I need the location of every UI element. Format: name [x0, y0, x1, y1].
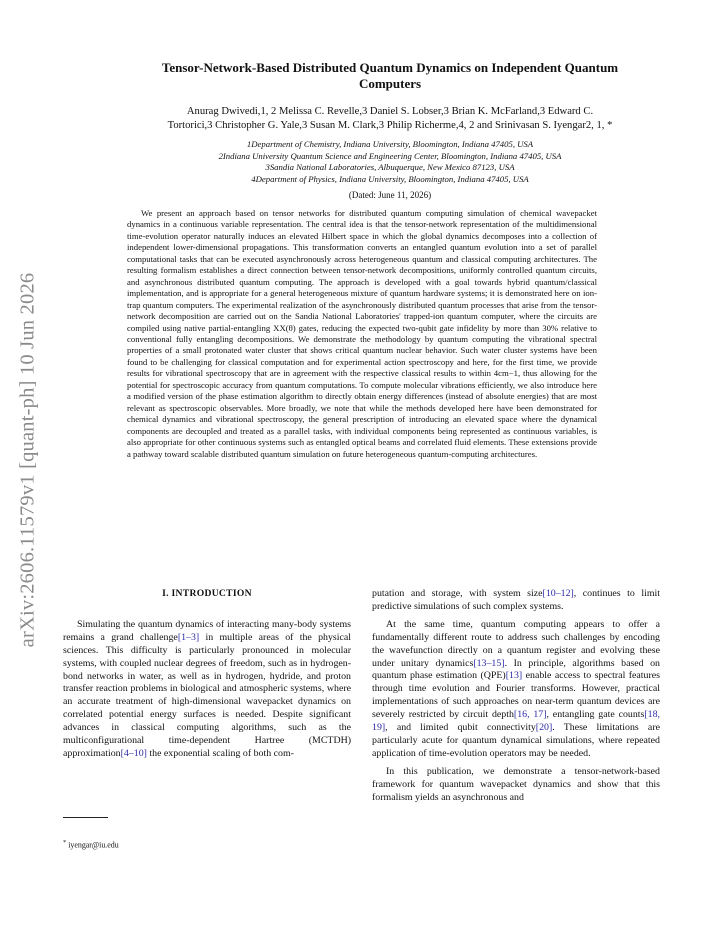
- authors-line-2: Tortorici,3 Christopher G. Yale,3 Susan M. Clark,3 Philip Richerme,4, 2 and Srinivasan S. Iyengar2, 1, *: [167, 120, 613, 131]
- authors-line-1: Anurag Dwivedi,1, 2 Melissa C. Revelle,3 Daniel S. Lobser,3 Brian K. McFarland,3 Edward C.: [186, 106, 594, 117]
- citation-link[interactable]: [13]: [505, 670, 523, 682]
- intro-paragraph-1: [63, 619, 351, 761]
- right-text-e: enable access to spectral features through time evolution and Fourier transforms. However, practical implementations of such approaches on near-term quantum devices are severely restricted by circuit depth: [372, 670, 660, 721]
- citation-link[interactable]: [10–12]: [542, 588, 574, 599]
- affiliation-1: 1Department of Chemistry, Indiana University, Bloomington, Indiana 47405, USA: [246, 139, 534, 149]
- right-text-g: , and limited qubit connectivity: [385, 722, 536, 734]
- right-paragraph-1: [372, 588, 660, 614]
- footnote: [63, 839, 119, 850]
- section-heading: I. INTRODUCTION: [162, 588, 252, 599]
- right-text-h: . These limitations are particularly acute for quantum dynamical simulations, where repeated application of time-evolution operators may be needed.: [372, 722, 660, 759]
- citation-link[interactable]: [16, 17]: [513, 709, 547, 721]
- citation-link[interactable]: [13–15]: [473, 657, 505, 669]
- right-text-a: putation and storage, with system size: [372, 588, 543, 599]
- left-column: [63, 588, 351, 761]
- right-text-d: . In principle, algorithms based on quantum phase estimation (QPE): [372, 657, 660, 682]
- intro-text-c: the exponential scaling of both com-: [146, 747, 294, 759]
- citation-link[interactable]: [18, 19]: [372, 709, 660, 734]
- footnote-marker: *: [63, 839, 67, 846]
- right-column: [372, 588, 660, 805]
- title-line-1: Tensor-Network-Based Distributed Quantum Dynamics on Independent Quantum: [161, 60, 619, 75]
- right-paragraph-3: In this publication, we demonstrate a tensor-network-based framework for quantum wavepacket dynamics and show that this formalism yields an asynchronous and: [372, 765, 660, 803]
- affiliation-2: 2Indiana University Quantum Science and Engineering Center, Bloomington, Indiana 47405, USA: [218, 150, 562, 161]
- right-text-b: , continues to limit predictive simulations of such complex systems.: [372, 588, 660, 612]
- citation-link[interactable]: [1–3]: [177, 631, 200, 643]
- corresponding-email[interactable]: iyengar@iu.edu: [68, 840, 119, 850]
- citation-link[interactable]: [4–10]: [120, 747, 147, 759]
- right-paragraph-2: [372, 619, 660, 761]
- author-list: [80, 105, 700, 133]
- affiliation-4: 4Department of Physics, Indiana University, Bloomington, Indiana 47405, USA: [251, 173, 529, 184]
- intro-text-b: in multiple areas of the physical sciences. This difficulty is particularly pronounced in molecular systems, with coupled nuclear degrees of freedom, such as in hydrogen-bond networks in water, as well as in hydrogen, hydride, and proton transfer reaction problems in biological and atmospheric systems, where an accurate treatment of high-dimensional wavepacket dynamics on correlated potential energy surfaces is needed. Despite significant advances in classical computing algorithms, such as the multiconfigurational time-dependent Hartree (MCTDH) approximation: [63, 631, 351, 759]
- citation-link[interactable]: [20]: [535, 722, 553, 734]
- right-text-c: At the same time, quantum computing appears to offer a fundamentally different route to address such challenges by encoding the wavefunction directly on a quantum register and evolving these under unitary dynamics: [372, 618, 660, 669]
- abstract: [127, 208, 597, 460]
- right-text-f: , entangling gate counts: [546, 709, 645, 721]
- arxiv-stamp: [8, 250, 48, 670]
- intro-text-a: Simulating the quantum dynamics of interacting many-body systems remains a grand challenge: [63, 618, 351, 643]
- abstract-text: We present an approach based on tensor networks for distributed quantum computing simulation of chemical wavepacket dynamics in a continuous variable representation. The central idea is that the tensor-network representation of the multidimensional time-evolution operator naturally induces an elevated Hilbert space in which the global dynamics decomposes into a collection of independent lower-dimensional propagations. This transformation converts an entangled quantum evolution into a set of parallel computational tasks that can be executed asynchronously across heterogeneous quantum and classical computing architectures. The resulting formalism establishes a direct connection between tensor-network decompositions, uniformly controlled quantum circuits, and asynchronous distributed quantum computing. The approach is developed with a goal towards hybrid quantum/classical implementation, and is appropriate for a general heterogeneous mixture of quantum hardware systems; it is demonstrated here on ion-trap quantum computers. The experimental realization of the asynchronously distributed quantum processes that arise from the tensor-network decomposition are carried out on the Sandia National Laboratories' trapped-ion quantum computer, where the circuits are compiled using native partial-entangling XX(θ) gates, reducing the expected two-qubit gate infidelity by more than 30% relative to conventional fully entangling decompositions. We demonstrate the methodology by quantum computing the vibrational spectral properties of a small protonated water cluster that shows critical quantum nuclear behavior. Such water cluster systems have been found to be challenging for classical computation and for experimental action spectroscopy and here, for the first time, we provide results for vibrational spectroscopy that are in agreement with the respective classical results to within 4cm−1, thus allowing for the potential for spectroscopic accuracy from quantum computations. To compute molecular vibrations efficiently, we also introduce here a modified version of the phase estimation algorithm to directly obtain energy differences (instead of absolute energies) that are most relevant as spectroscopic observables. More broadly, we note that while the methods developed here have been demonstrated for chemical dynamics and vibrational spectroscopy, the general prescription of introducing an elevated space where the dynamical components are decoupled and treated as a parallel tasks, with individual components being represented as continuous variables, is also appropriate for other continuous systems such as entangled optical beams and correlated fluid elements. These extensions provide a pathway toward scalable distributed quantum simulation on future heterogeneous quantum-computing architectures.: [127, 208, 597, 459]
- arxiv-stamp-text: arXiv:2606.11579v1 [quant-ph] 10 Jun 2026: [16, 272, 39, 648]
- affiliations: [60, 139, 720, 185]
- affiliation-3: 3Sandia National Laboratories, Albuquerque, New Mexico 87123, USA: [265, 162, 515, 173]
- footnote-divider: [63, 817, 108, 818]
- paper-title: [60, 60, 720, 92]
- date-line: (Dated: June 11, 2026): [348, 190, 432, 200]
- title-line-2: Computers: [358, 76, 422, 91]
